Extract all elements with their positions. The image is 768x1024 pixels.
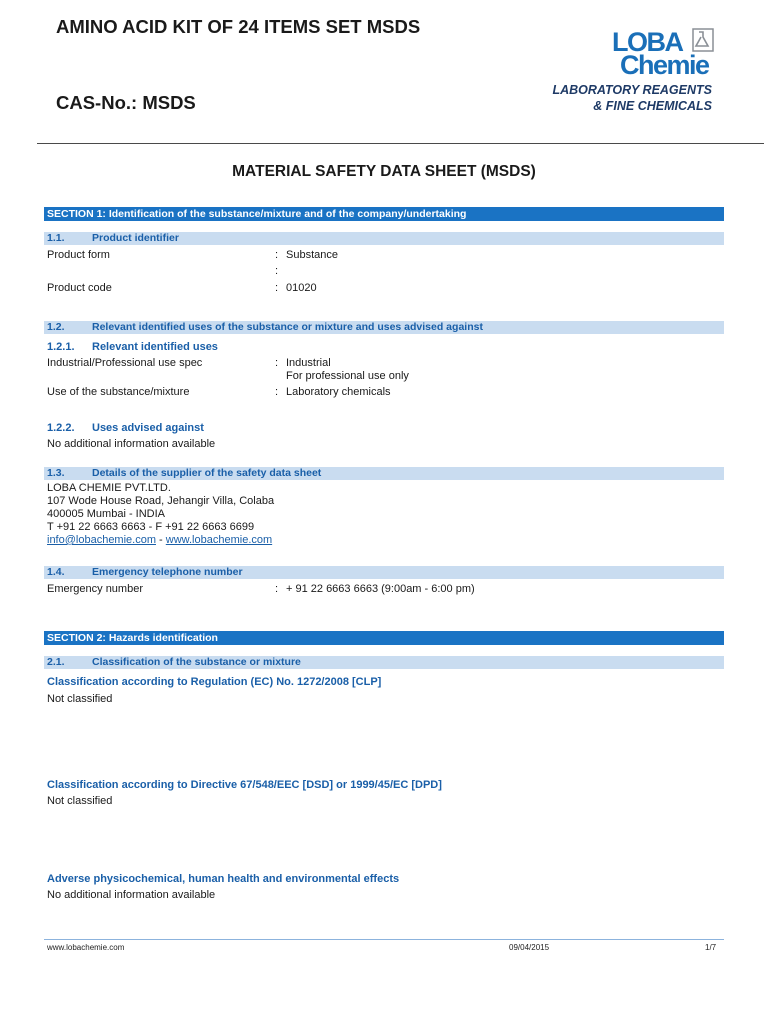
supplier-name: LOBA CHEMIE PVT.LTD.	[47, 482, 171, 494]
product-form-value: Substance	[286, 249, 338, 261]
section-2-title: SECTION 2: Hazards identification	[47, 632, 218, 644]
section-1-title: SECTION 1: Identification of the substance/mixture and of the company/undertaking	[47, 208, 467, 220]
subsection-1-2-header	[44, 321, 724, 334]
subsection-title: Details of the supplier of the safety data sheet	[92, 467, 322, 479]
subsection-title: Uses advised against	[92, 422, 204, 434]
loba-chemie-logo	[610, 28, 722, 84]
footer-divider	[44, 939, 724, 940]
advised-against-text: No additional information available	[47, 438, 216, 450]
subsection-1-4-header	[44, 566, 724, 579]
supplier-phone: T +91 22 6663 6663 - F +91 22 6663 6699	[47, 521, 255, 533]
section-2-header	[44, 631, 724, 645]
use-spec-value-2: For professional use only	[286, 370, 409, 382]
colon: :	[275, 386, 279, 398]
email-link[interactable]: info@lobachemie.com	[47, 534, 156, 546]
use-spec-value-1: Industrial	[286, 357, 331, 369]
tagline-line-1: LABORATORY REAGENTS	[552, 83, 712, 97]
colon: :	[275, 282, 279, 294]
colon: :	[275, 583, 279, 595]
subsection-2-1-header	[44, 656, 724, 669]
subsection-number: 1.4.	[47, 566, 65, 578]
subsection-number: 1.1.	[47, 232, 65, 244]
header-divider	[37, 143, 764, 144]
tagline-line-2: & FINE CHEMICALS	[593, 99, 712, 113]
use-label: Use of the substance/mixture	[47, 386, 190, 398]
use-value: Laboratory chemicals	[286, 386, 391, 398]
supplier-address-2: 400005 Mumbai - INDIA	[47, 508, 165, 520]
colon: :	[275, 249, 279, 261]
dsd-heading: Classification according to Directive 67/548/EEC [DSD] or 1999/45/EC [DPD]	[47, 779, 442, 791]
cas-number: CAS-No.: MSDS	[56, 92, 196, 113]
clp-heading: Classification according to Regulation (EC) No. 1272/2008 [CLP]	[47, 676, 382, 688]
adverse-effects-heading: Adverse physicochemical, human health and environmental effects	[47, 873, 400, 885]
subsection-title: Emergency telephone number	[92, 566, 243, 578]
colon: :	[275, 265, 279, 277]
website-link[interactable]: www.lobachemie.com	[165, 534, 273, 546]
subsection-number: 1.2.2.	[47, 422, 75, 434]
use-spec-label: Industrial/Professional use spec	[47, 357, 203, 369]
emergency-label: Emergency number	[47, 583, 143, 595]
supplier-address-1: 107 Wode House Road, Jehangir Villa, Colaba	[47, 495, 275, 507]
document-title: AMINO ACID KIT OF 24 ITEMS SET MSDS	[56, 16, 421, 37]
supplier-contact-links	[47, 534, 272, 547]
flask-logo-icon	[692, 28, 714, 52]
colon: :	[275, 357, 279, 369]
subsection-1-1-header	[44, 232, 724, 245]
dsd-value: Not classified	[47, 795, 113, 807]
clp-value: Not classified	[47, 693, 113, 705]
subsection-number: 1.3.	[47, 467, 65, 479]
link-separator: -	[156, 534, 166, 546]
footer-website[interactable]: www.lobachemie.com	[47, 943, 125, 952]
subsection-title: Classification of the substance or mixture	[92, 656, 301, 668]
subsection-title: Relevant identified uses of the substance or mixture and uses advised against	[92, 321, 483, 333]
logo-text-bottom: Chemie	[620, 50, 709, 80]
logo-text-top: LOBA	[612, 27, 683, 57]
subsection-number: 2.1.	[47, 656, 65, 668]
page-title: MATERIAL SAFETY DATA SHEET (MSDS)	[232, 163, 536, 180]
subsection-1-3-header	[44, 467, 724, 480]
adverse-effects-value: No additional information available	[47, 889, 216, 901]
subsection-title: Product identifier	[92, 232, 179, 244]
product-code-value: 01020	[286, 282, 317, 294]
product-code-label: Product code	[47, 282, 112, 294]
subsection-number: 1.2.	[47, 321, 65, 333]
section-1-header	[44, 207, 724, 221]
product-form-label: Product form	[47, 249, 110, 261]
footer-date: 09/04/2015	[509, 943, 550, 952]
subsection-title: Relevant identified uses	[92, 341, 218, 353]
footer-page-number: 1/7	[705, 943, 717, 952]
emergency-value: + 91 22 6663 6663 (9:00am - 6:00 pm)	[286, 583, 475, 595]
subsection-number: 1.2.1.	[47, 341, 75, 353]
